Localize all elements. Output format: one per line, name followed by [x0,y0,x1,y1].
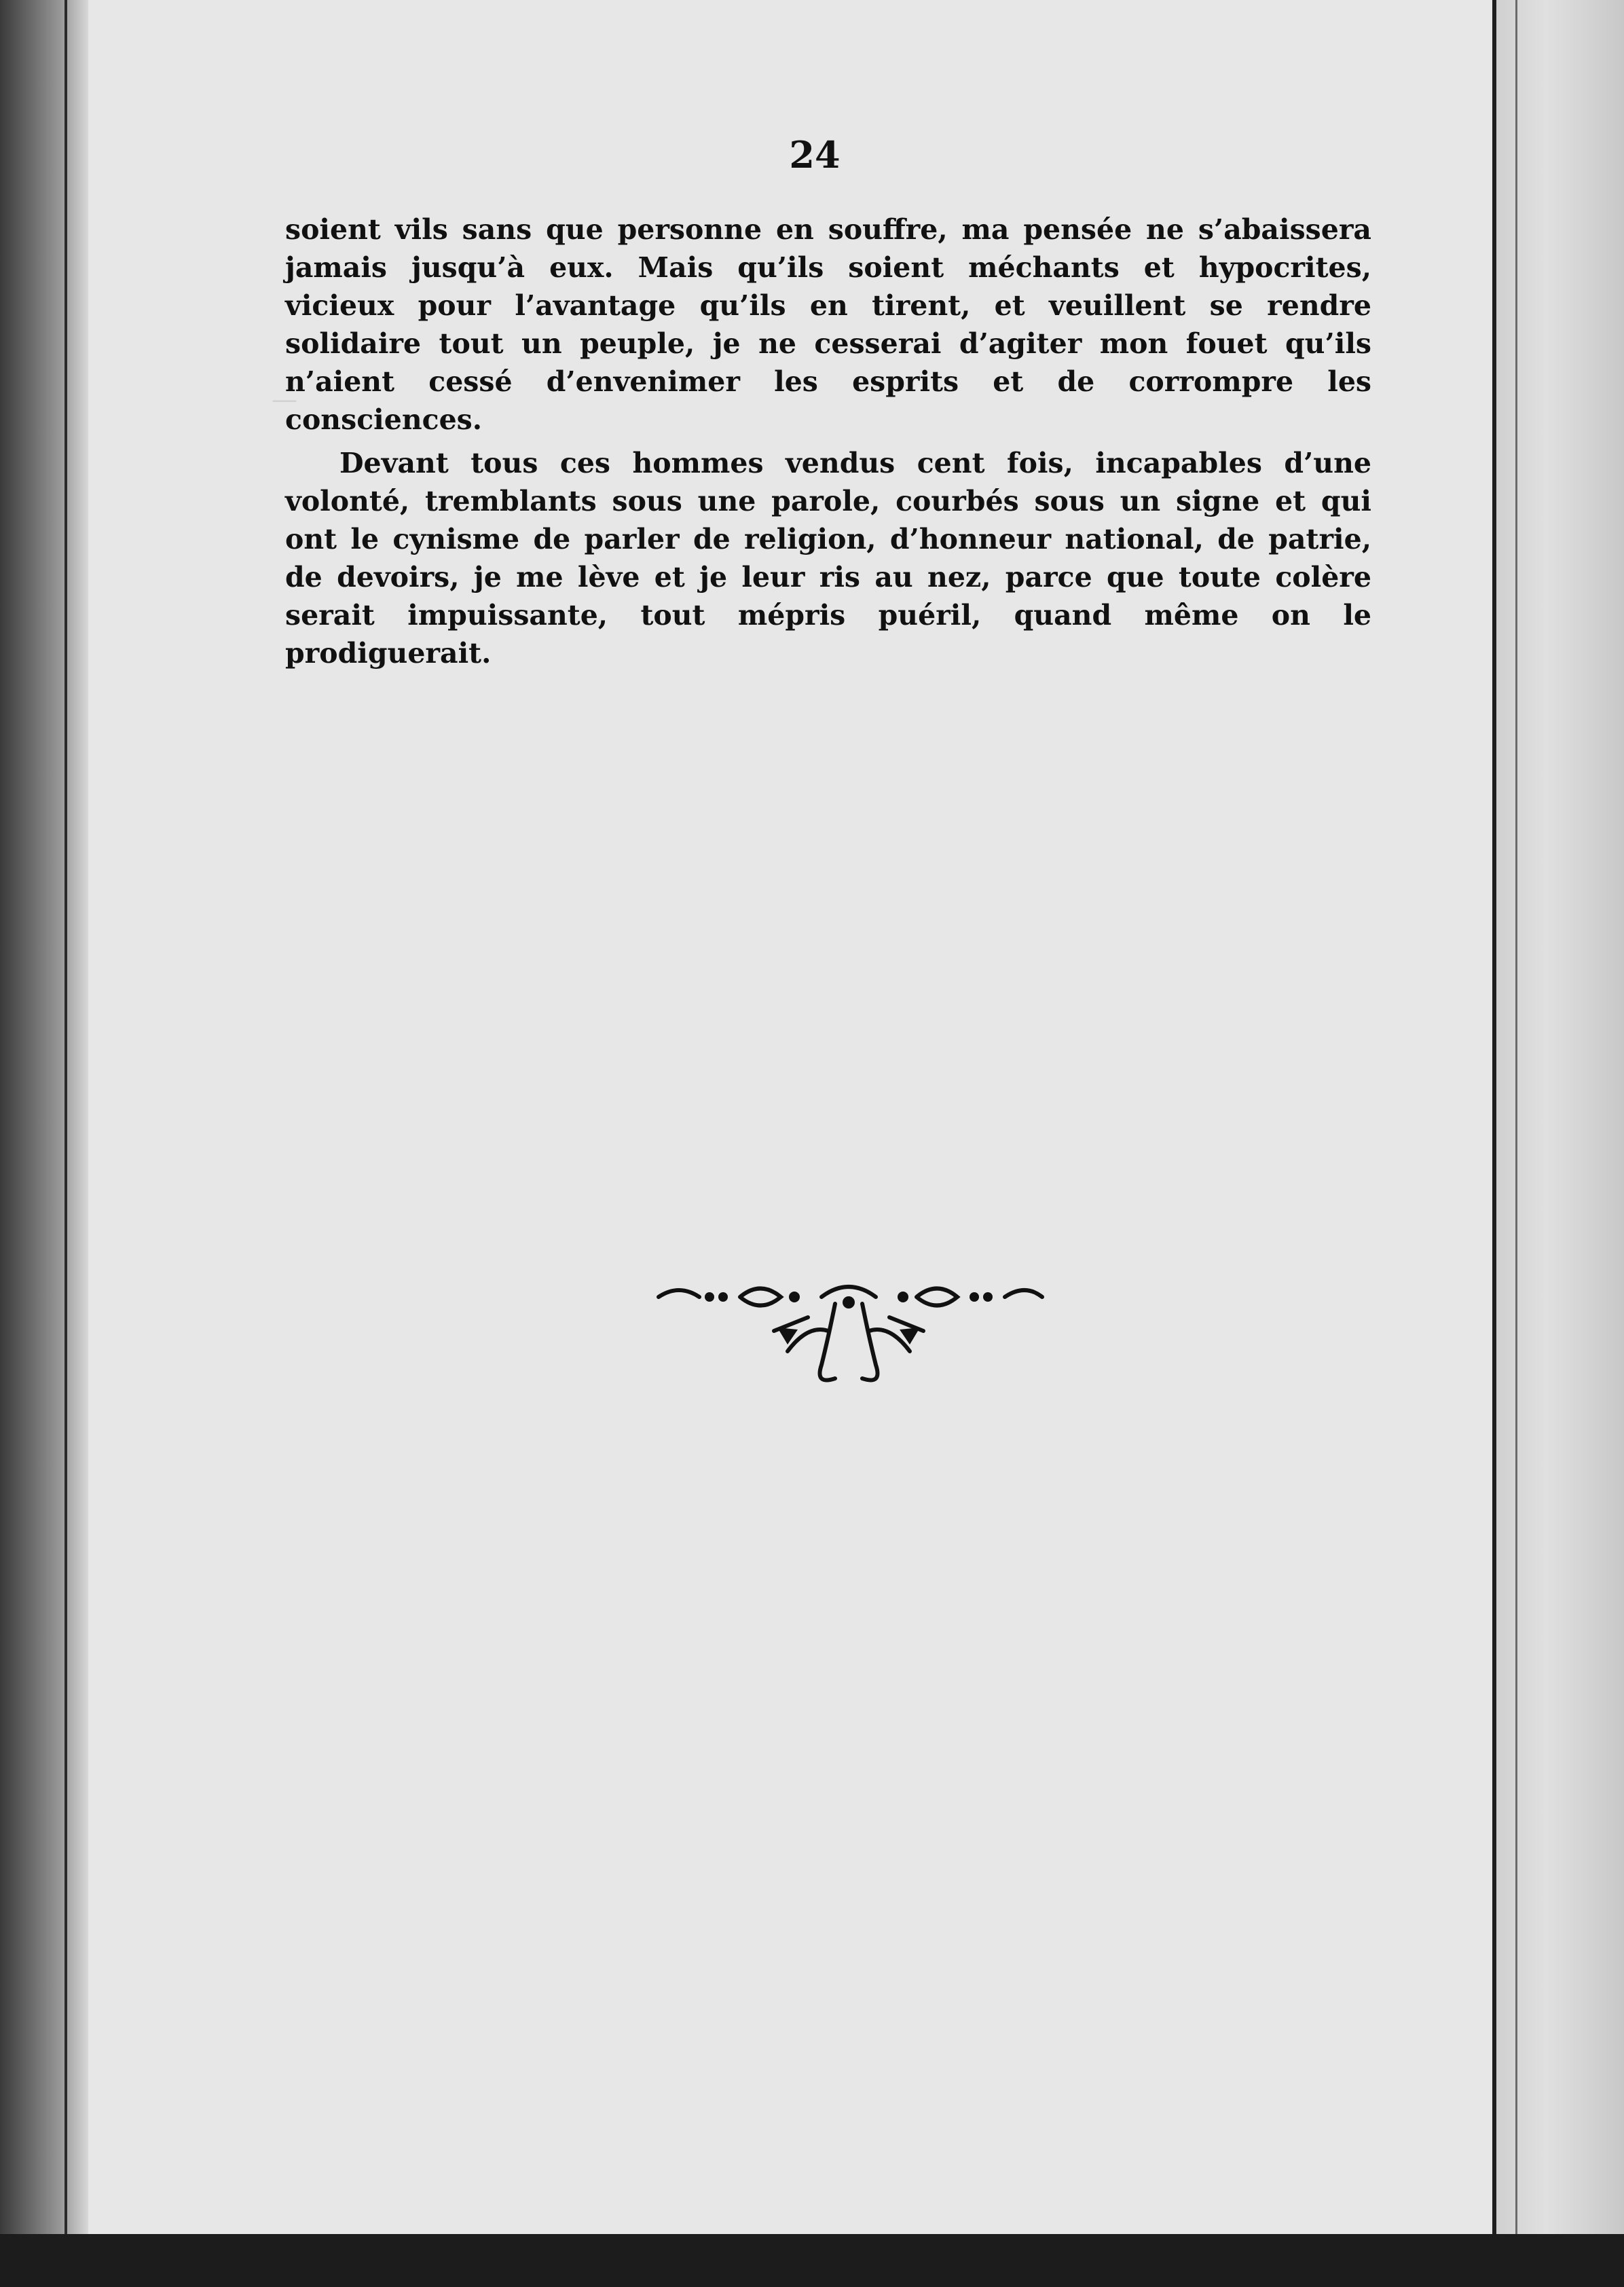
bleed-through-texture: — [272,384,297,414]
scan-bottom-border [0,2234,1624,2287]
book-binding-shadow [0,0,88,2287]
body-text [285,211,1371,678]
paragraph-1: soient vils sans que personne en souffre, ma pensée ne s’abaissera jamais jusqu’à eux. Mais qu’ils soient méchants et hypocrites, vicieux pour l’avantage qu’ils en tirent, et veuillent se rendre solidaire tout un peuple, je ne cesserai d’agiter mon fouet qu’ils n’aient cessé d’envenimer les esprits et de corrompre les consciences. [285,213,1371,436]
next-page-edge [1494,0,1624,2287]
paragraph-2: Devant tous ces hommes vendus cent fois, incapables d’une volonté, tremblants sous une parole, courbés sous un signe et qui ont le cynisme de parler de religion, d’honneur national, de patrie, de devoirs, je me lève et je leur ris au nez, parce que toute colère serait impuissante, tout mépris puéril, quand même on le prodiguerait. [285,447,1371,670]
page-number: 24 [789,133,841,177]
binding-edge [64,0,67,2287]
fleuron-ornament-icon [652,1277,1046,1385]
page-edge-line [1492,0,1496,2287]
page-edge-line-2 [1515,0,1517,2287]
